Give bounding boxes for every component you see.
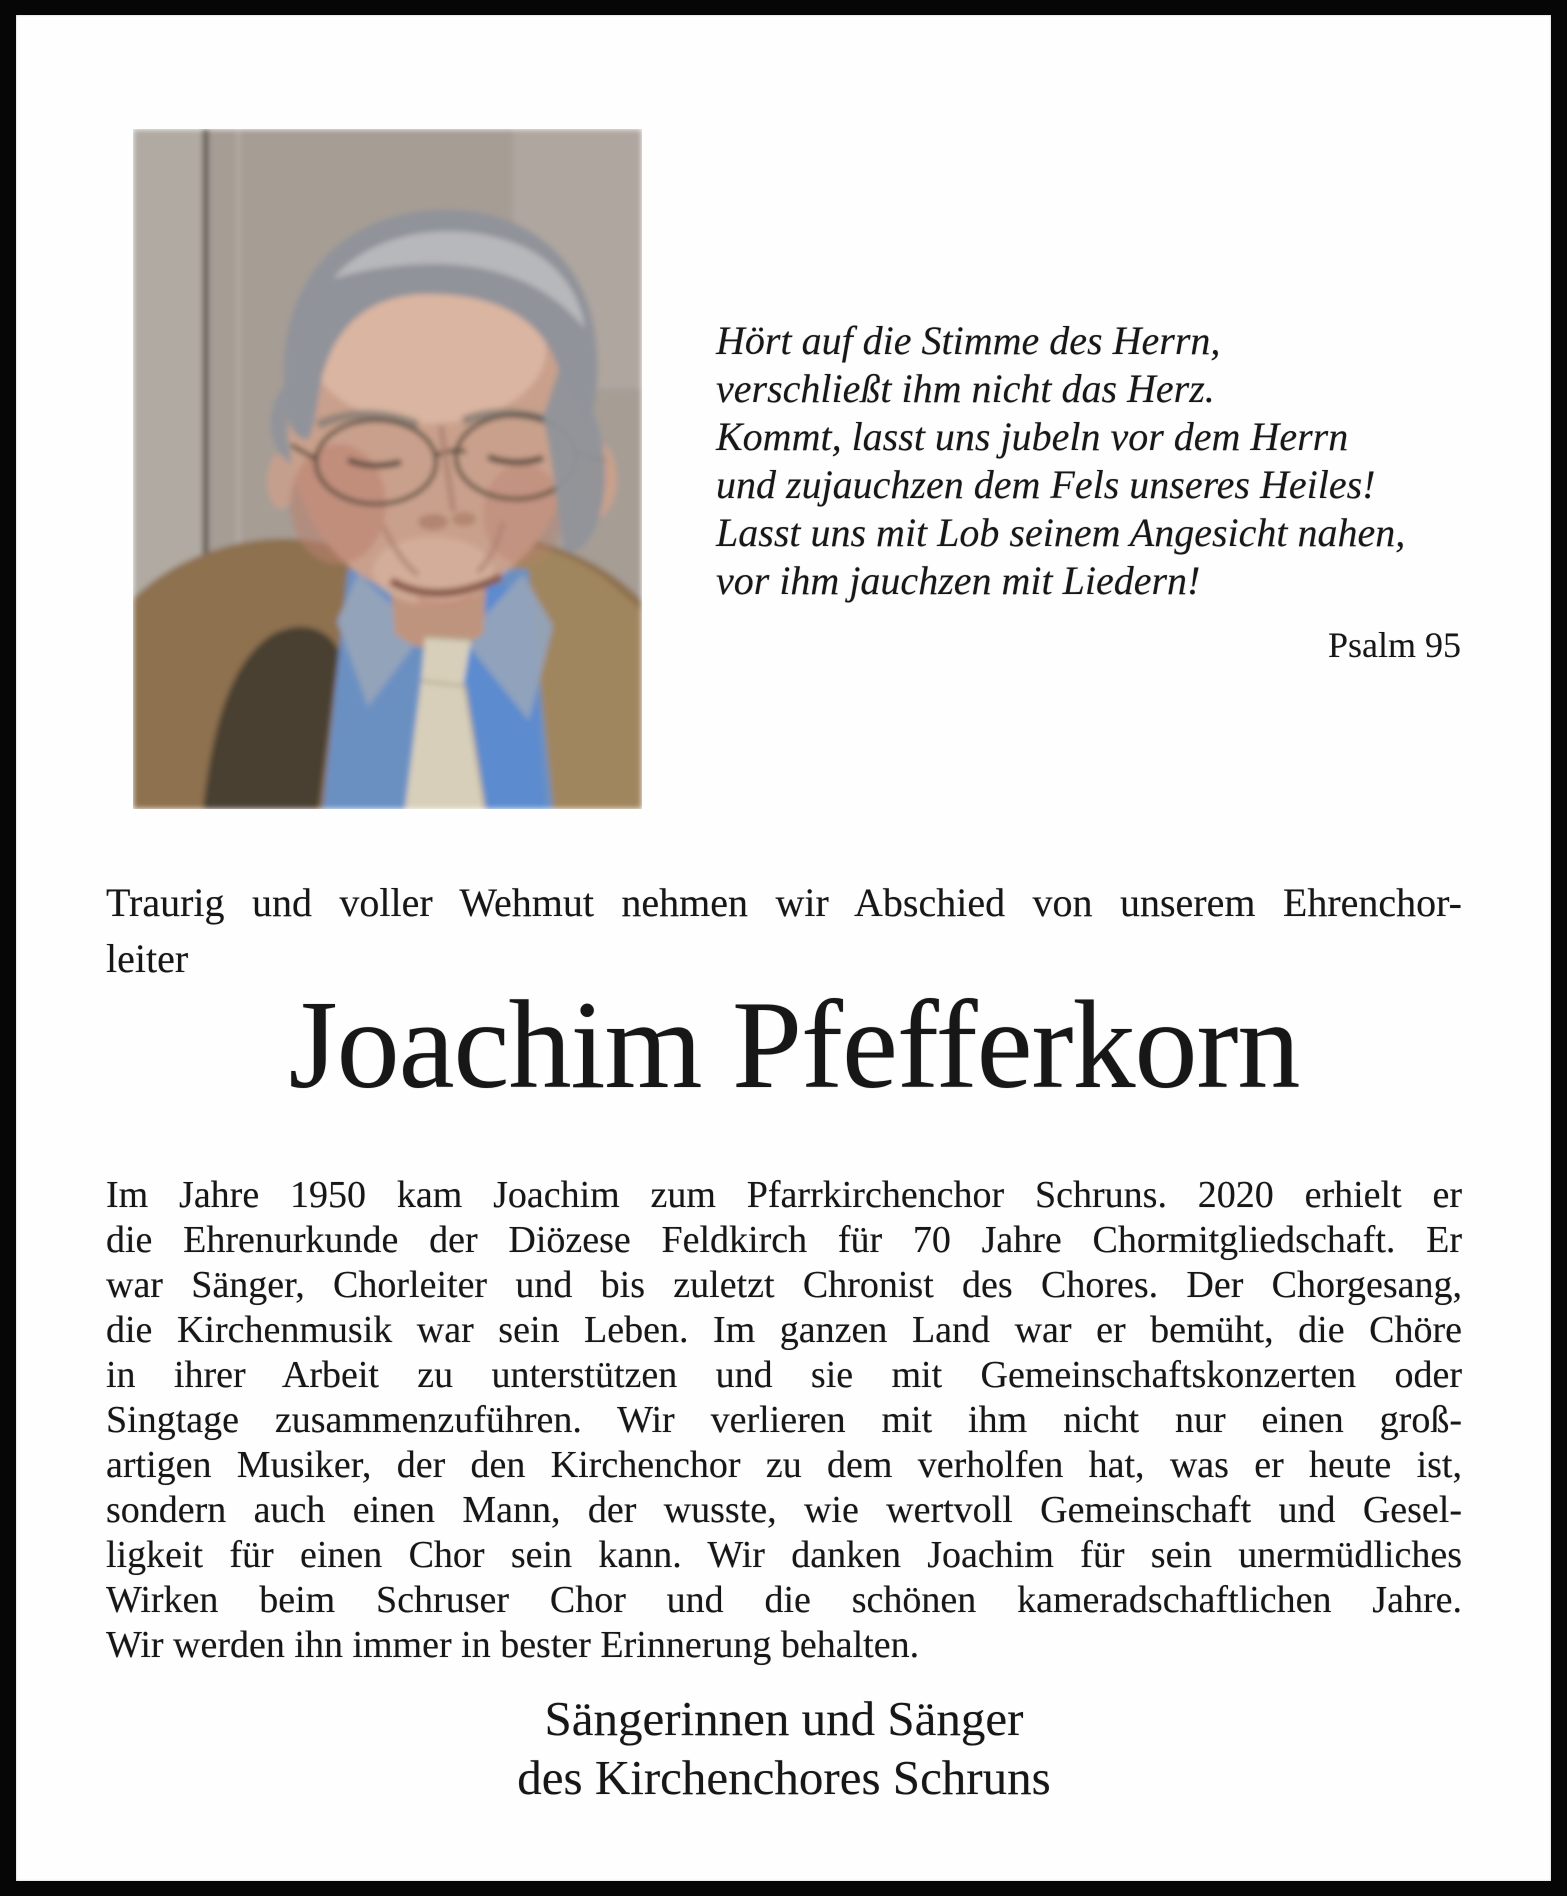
psalm-quote [716,317,1471,669]
body-line: war Sänger, Chorleiter und bis zuletzt Chronist des Chores. Der Chorgesang, [106,1264,1462,1306]
psalm-line: verschließt ihm nicht das Herz. [716,366,1215,411]
body-line: Wirken beim Schruser Chor und die schönen kameradschaftlichen Jahre. [106,1579,1462,1621]
body-line: in ihrer Arbeit zu unterstützen und sie mit Gemeinschaftskonzerten oder [106,1354,1462,1396]
closing-signature [106,1689,1462,1807]
intro-line: leiter [106,936,189,981]
body-line: die Kirchenmusik war sein Leben. Im ganzen Land war er bemüht, die Chöre [106,1309,1462,1351]
body-line: Im Jahre 1950 kam Joachim zum Pfarrkirchenchor Schruns. 2020 erhielt er [106,1174,1462,1216]
deceased-name: Joachim Pfefferkorn [288,976,1300,1115]
body-line: Singtage zusammenzuführen. Wir verlieren mit ihm nicht nur einen groß- [106,1399,1462,1441]
intro-text [106,875,1462,987]
psalm-attribution: Psalm 95 [1327,625,1461,665]
psalm-line: vor ihm jauchzen mit Liedern! [716,558,1201,603]
psalm-line: und zujauchzen dem Fels unseres Heiles! [716,462,1376,507]
portrait-photo [133,129,642,809]
psalm-line: Kommt, lasst uns jubeln vor dem Herrn [716,414,1349,459]
body-line: die Ehrenurkunde der Diözese Feldkirch für 70 Jahre Chormitgliedschaft. Er [106,1219,1462,1261]
closing-line: des Kirchenchores Schruns [517,1750,1051,1805]
body-line: ligkeit für einen Chor sein kann. Wir danken Joachim für sein unermüdliches [106,1534,1462,1576]
obituary-page [16,15,1551,1881]
portrait-nostril-right [452,512,476,526]
body-line: Wir werden ihn immer in bester Erinnerung behalten. [106,1624,920,1666]
psalm-lines [716,317,1471,605]
obituary-body [106,1173,1462,1668]
closing-line: Sängerinnen und Sänger [544,1691,1024,1746]
body-line: artigen Musiker, der den Kirchenchor zu dem verholfen hat, was er heute ist, [106,1444,1462,1486]
portrait-nostril-left [418,514,448,530]
psalm-line: Hört auf die Stimme des Herrn, [716,318,1221,363]
intro-line: Traurig und voller Wehmut nehmen wir Abschied von unserem Ehrenchor- [106,880,1462,925]
portrait-tie-knot [421,637,471,687]
portrait-illustration [133,129,642,809]
body-line: sondern auch einen Mann, der wusste, wie wertvoll Gemeinschaft und Gesel- [106,1489,1462,1531]
psalm-line: Lasst uns mit Lob seinem Angesicht nahen, [716,510,1406,555]
